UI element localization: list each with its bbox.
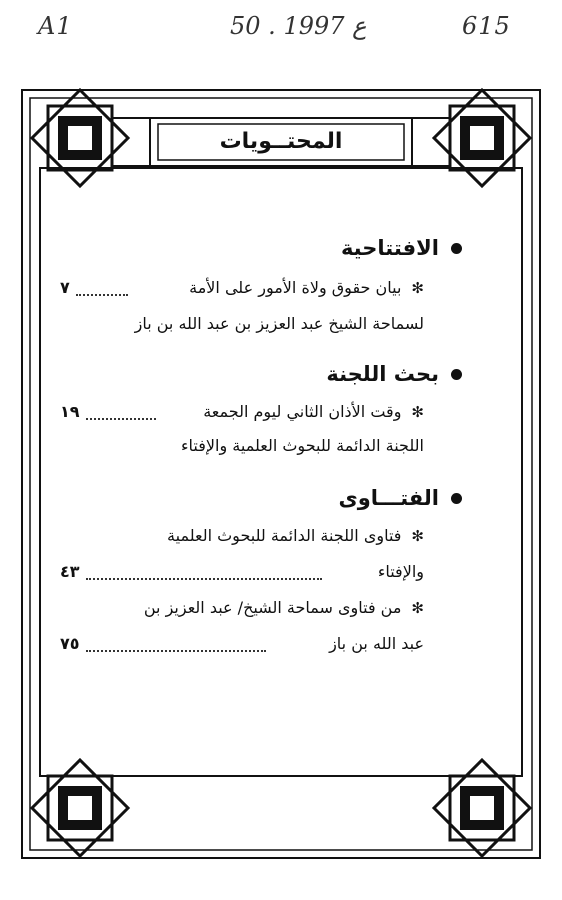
toc-entry-3-line1[interactable]: ✻فتاوى اللجنة الدائمة للبحوث العلمية: [167, 526, 424, 545]
section-heading-editorial: الافتتاحية: [341, 234, 462, 262]
toc-entry-1-line2: لسماحة الشيخ عبد العزيز بن عبد الله بن باز: [134, 314, 424, 333]
bullet-icon: [451, 493, 462, 504]
handwritten-ref-left: A1: [38, 12, 73, 40]
page-title: المحتــويات: [219, 129, 343, 154]
asterisk-icon: ✻: [411, 527, 424, 545]
corner-ornament-bl: [32, 760, 128, 856]
asterisk-icon: ✻: [411, 403, 424, 421]
toc-entry-3-line2: والإفتاء: [377, 562, 424, 581]
toc-entry-2-line2: اللجنة الدائمة للبحوث العلمية والإفتاء: [181, 436, 424, 455]
corner-ornament-tl: [32, 90, 128, 186]
section-heading-committee: بحث اللجنة: [326, 360, 462, 388]
toc-entry-3-page: ٤٣: [60, 560, 328, 584]
toc-entry-2-page: ١٩: [60, 400, 162, 424]
corner-ornament-tr: [434, 90, 530, 186]
section-heading-fatwas: الفتـــاوى: [339, 484, 463, 512]
toc-entry-4-line1[interactable]: ✻من فتاوى سماحة الشيخ/ عبد العزيز بن: [143, 598, 424, 617]
bullet-icon: [451, 369, 462, 380]
corner-ornament-br: [434, 760, 530, 856]
toc-entry-2-line1[interactable]: ✻وقت الأذان الثاني ليوم الجمعة: [203, 402, 424, 421]
toc-entry-1-page: ٧: [60, 276, 134, 300]
asterisk-icon: ✻: [411, 279, 424, 297]
handwritten-ref-right: 615: [462, 12, 511, 40]
asterisk-icon: ✻: [411, 599, 424, 617]
toc-entry-4-page: ٧٥: [60, 632, 272, 656]
bullet-icon: [451, 243, 462, 254]
toc-entry-1-line1[interactable]: ✻بيان حقوق ولاة الأمور على الأمة: [189, 278, 424, 297]
handwritten-ref-center: 50 . ع 1997: [230, 12, 367, 40]
toc-entry-4-line2: عبد الله بن باز: [329, 634, 424, 653]
